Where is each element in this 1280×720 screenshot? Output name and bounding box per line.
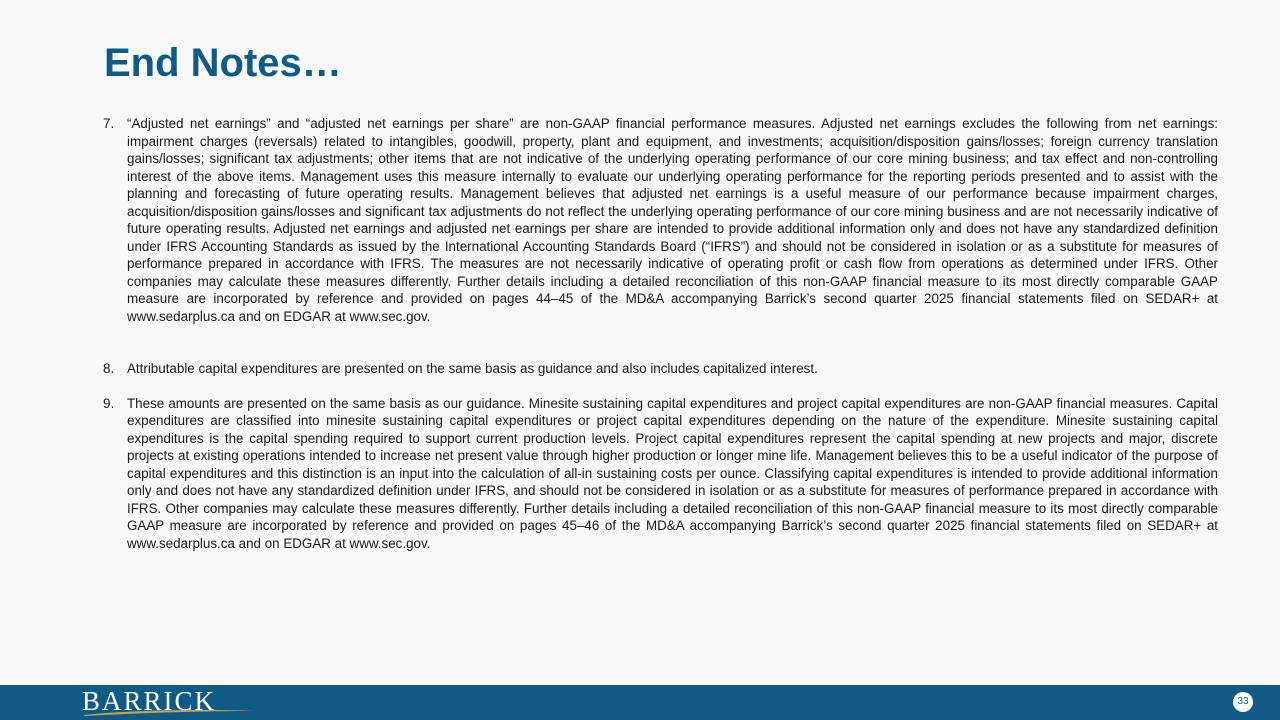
footer-bar [0, 685, 1280, 720]
page-title: End Notes… [104, 41, 342, 85]
end-note-8 [103, 360, 1218, 378]
note-text: “Adjusted net earnings” and “adjusted net earnings per share” are non-GAAP financial performance measures. Adjusted net earnings excludes the following from net earnings: impairment charges (reversals) related to intangibles, goodwill, property, plant and equipment, and investments; acquisition/disposition gains/losses; foreign currency translation gains/losses; significant tax adjustments; other items that are not indicative of the underlying operating performance of our core mining business; and tax effect and non-controlling interest of the above items. Management uses this measure internally to evaluate our underlying operating performance for the reporting periods presented and to assist with the planning and forecasting of future operating results. Management believes that adjusted net earnings is a useful measure of our performance because impairment charges, acquisition/disposition gains/losses and significant tax adjustments do not reflect the underlying operating performance of our core mining business and are not necessarily indicative of future operating results. Adjusted net earnings and adjusted net earnings per share are intended to provide additional information only and does not have any standardized definition under IFRS Accounting Standards as issued by the International Accounting Standards Board (“IFRS”) and should not be considered in isolation or as a substitute for measures of performance prepared in accordance with IFRS. The measures are not necessarily indicative of operating profit or cash flow from operations as determined under IFRS. Other companies may calculate these measures differently. Further details including a detailed reconciliation of this non-GAAP financial measure to its most directly comparable GAAP measure are incorporated by reference and provided on pages 44–45 of the MD&A accompanying Barrick’s second quarter 2025 financial statements filed on SEDAR+ at www.sedarplus.ca and on EDGAR at www.sec.gov. [127, 116, 1218, 324]
end-note-9 [103, 395, 1218, 553]
end-notes-list [103, 115, 1218, 552]
note-number: 8. [103, 361, 115, 376]
barrick-logo [82, 688, 256, 717]
brand-wordmark: BARRICK [82, 686, 217, 716]
end-note-7 [103, 115, 1218, 325]
note-number: 9. [103, 395, 115, 411]
note-text: Attributable capital expenditures are presented on the same basis as guidance and also includes capitalized interest. [127, 361, 818, 376]
page-number-badge: 33 [1233, 692, 1253, 712]
note-text: These amounts are presented on the same basis as our guidance. Minesite sustaining capital expenditures and project capital expenditures are non-GAAP financial measures. Capital expenditures are classified into minesite sustaining capital expenditures or project capital expenditures depending on the nature of the expenditure. Minesite sustaining capital expenditures is the capital spending required to support current production levels. Project capital expenditures represent the capital spending at new projects and major, discrete projects at existing operations intended to increase net present value through higher production or longer mine life. Management believes this to be a useful indicator of the purpose of capital expenditures and this distinction is an input into the calculation of all-in sustaining costs per ounce. Classifying capital expenditures is intended to provide additional information only and does not have any standardized definition under IFRS, and should not be considered in isolation or as a substitute for measures of performance prepared in accordance with IFRS. Other companies may calculate these measures differently. Further details including a detailed reconciliation of this non-GAAP financial measure to its most directly comparable GAAP measure are incorporated by reference and provided on pages 45–46 of the MD&A accompanying Barrick’s second quarter 2025 financial statements filed on SEDAR+ at www.sedarplus.ca and on EDGAR at www.sec.gov. [127, 395, 1218, 551]
note-number: 7. [103, 116, 115, 131]
logo-swoosh-icon [82, 708, 256, 717]
